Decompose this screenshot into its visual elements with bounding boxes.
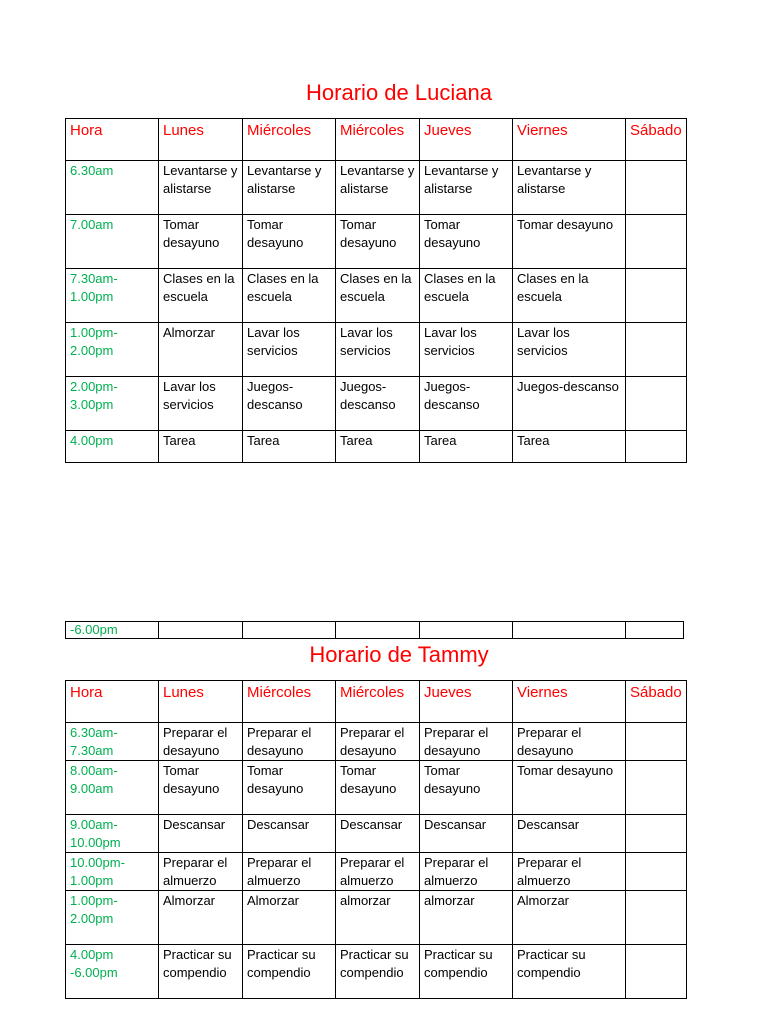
activity-cell: Descansar bbox=[243, 815, 336, 853]
table-row bbox=[66, 723, 687, 761]
activity-cell: Tarea bbox=[243, 431, 336, 463]
activity-cell: Preparar el almuerzo bbox=[513, 853, 626, 891]
activity-cell: almorzar bbox=[336, 891, 420, 945]
table-row bbox=[66, 891, 687, 945]
header-jueves: Jueves bbox=[420, 119, 513, 161]
activity-cell: Tomar desayuno bbox=[420, 215, 513, 269]
activity-cell: Preparar el desayuno bbox=[243, 723, 336, 761]
activity-cell bbox=[626, 215, 687, 269]
activity-cell: Clases en la escuela bbox=[513, 269, 626, 323]
activity-cell bbox=[626, 161, 687, 215]
tammy-title: Horario de Tammy bbox=[309, 642, 489, 667]
activity-cell: Descansar bbox=[513, 815, 626, 853]
activity-cell bbox=[626, 723, 687, 761]
time-cell: 6.30am-7.30am bbox=[66, 723, 159, 761]
activity-cell: Descansar bbox=[420, 815, 513, 853]
header-jueves: Jueves bbox=[420, 681, 513, 723]
activity-cell: Preparar el almuerzo bbox=[420, 853, 513, 891]
header-miercoles-2: Miércoles bbox=[336, 119, 420, 161]
table-row bbox=[66, 431, 687, 463]
activity-cell bbox=[626, 377, 687, 431]
activity-cell: Juegos-descanso bbox=[336, 377, 420, 431]
activity-cell bbox=[626, 891, 687, 945]
activity-cell: Practicar su compendio bbox=[159, 945, 243, 999]
activity-cell bbox=[513, 622, 626, 639]
header-miercoles-2: Miércoles bbox=[336, 681, 420, 723]
activity-cell: almorzar bbox=[420, 891, 513, 945]
activity-cell: Juegos-descanso bbox=[243, 377, 336, 431]
activity-cell: Practicar su compendio bbox=[336, 945, 420, 999]
table-row bbox=[66, 377, 687, 431]
activity-cell bbox=[159, 622, 243, 639]
time-cell: 7.30am-1.00pm bbox=[66, 269, 159, 323]
activity-cell: Lavar los servicios bbox=[159, 377, 243, 431]
activity-cell bbox=[336, 622, 420, 639]
luciana-schedule-table bbox=[65, 118, 687, 463]
time-cell: 8.00am-9.00am bbox=[66, 761, 159, 815]
luciana-continuation-table bbox=[65, 621, 684, 639]
activity-cell: Tarea bbox=[159, 431, 243, 463]
activity-cell: Clases en la escuela bbox=[159, 269, 243, 323]
activity-cell bbox=[420, 622, 513, 639]
header-sabado: Sábado bbox=[626, 119, 687, 161]
activity-cell bbox=[626, 622, 684, 639]
time-cell: 10.00pm-1.00pm bbox=[66, 853, 159, 891]
activity-cell: Tomar desayuno bbox=[513, 761, 626, 815]
activity-cell: Almorzar bbox=[243, 891, 336, 945]
activity-cell bbox=[626, 761, 687, 815]
activity-cell bbox=[243, 622, 336, 639]
activity-cell: Tarea bbox=[420, 431, 513, 463]
activity-cell: Descansar bbox=[159, 815, 243, 853]
table-row bbox=[66, 323, 687, 377]
activity-cell: Tomar desayuno bbox=[513, 215, 626, 269]
time-cell: 9.00am-10.00pm bbox=[66, 815, 159, 853]
activity-cell: Preparar el desayuno bbox=[159, 723, 243, 761]
table-row bbox=[66, 945, 687, 999]
header-miercoles: Miércoles bbox=[243, 119, 336, 161]
activity-cell: Practicar su compendio bbox=[243, 945, 336, 999]
activity-cell: Levantarse y alistarse bbox=[336, 161, 420, 215]
activity-cell: Preparar el almuerzo bbox=[159, 853, 243, 891]
table-header-row bbox=[66, 119, 687, 161]
table-row bbox=[66, 853, 687, 891]
header-lunes: Lunes bbox=[159, 119, 243, 161]
activity-cell: Descansar bbox=[336, 815, 420, 853]
activity-cell bbox=[626, 431, 687, 463]
activity-cell: Levantarse y alistarse bbox=[243, 161, 336, 215]
activity-cell bbox=[626, 269, 687, 323]
time-cell: 4.00pm -6.00pm bbox=[66, 945, 159, 999]
header-hora: Hora bbox=[66, 681, 159, 723]
activity-cell: Tarea bbox=[513, 431, 626, 463]
table-row bbox=[66, 622, 684, 639]
activity-cell bbox=[626, 853, 687, 891]
activity-cell: Levantarse y alistarse bbox=[159, 161, 243, 215]
time-cell: 7.00am bbox=[66, 215, 159, 269]
activity-cell: Lavar los servicios bbox=[336, 323, 420, 377]
time-cell: 4.00pm bbox=[66, 431, 159, 463]
tammy-schedule-table bbox=[65, 680, 687, 999]
time-cell: 1.00pm-2.00pm bbox=[66, 891, 159, 945]
activity-cell bbox=[626, 323, 687, 377]
activity-cell: Preparar el desayuno bbox=[513, 723, 626, 761]
activity-cell: Clases en la escuela bbox=[336, 269, 420, 323]
activity-cell: Practicar su compendio bbox=[420, 945, 513, 999]
activity-cell: Levantarse y alistarse bbox=[513, 161, 626, 215]
table-header-row bbox=[66, 681, 687, 723]
activity-cell: Preparar el desayuno bbox=[420, 723, 513, 761]
activity-cell: Preparar el desayuno bbox=[336, 723, 420, 761]
activity-cell: Tomar desayuno bbox=[336, 761, 420, 815]
table-row bbox=[66, 161, 687, 215]
activity-cell: Tomar desayuno bbox=[243, 215, 336, 269]
activity-cell: Tomar desayuno bbox=[243, 761, 336, 815]
activity-cell bbox=[626, 945, 687, 999]
activity-cell: Lavar los servicios bbox=[513, 323, 626, 377]
header-lunes: Lunes bbox=[159, 681, 243, 723]
activity-cell: Preparar el almuerzo bbox=[336, 853, 420, 891]
activity-cell: Clases en la escuela bbox=[420, 269, 513, 323]
time-cell: -6.00pm bbox=[66, 622, 159, 639]
time-cell: 1.00pm-2.00pm bbox=[66, 323, 159, 377]
activity-cell: Tomar desayuno bbox=[159, 215, 243, 269]
activity-cell: Lavar los servicios bbox=[420, 323, 513, 377]
activity-cell: Lavar los servicios bbox=[243, 323, 336, 377]
luciana-title: Horario de Luciana bbox=[306, 80, 492, 105]
activity-cell: Almorzar bbox=[159, 323, 243, 377]
activity-cell: Almorzar bbox=[513, 891, 626, 945]
header-hora: Hora bbox=[66, 119, 159, 161]
activity-cell: Almorzar bbox=[159, 891, 243, 945]
activity-cell: Levantarse y alistarse bbox=[420, 161, 513, 215]
activity-cell bbox=[626, 815, 687, 853]
table-row bbox=[66, 815, 687, 853]
header-sabado: Sábado bbox=[626, 681, 687, 723]
activity-cell: Tarea bbox=[336, 431, 420, 463]
activity-cell: Tomar desayuno bbox=[159, 761, 243, 815]
activity-cell: Tomar desayuno bbox=[420, 761, 513, 815]
header-viernes: Viernes bbox=[513, 119, 626, 161]
table-row bbox=[66, 215, 687, 269]
table-row bbox=[66, 269, 687, 323]
activity-cell: Juegos-descanso bbox=[513, 377, 626, 431]
activity-cell: Tomar desayuno bbox=[336, 215, 420, 269]
activity-cell: Practicar su compendio bbox=[513, 945, 626, 999]
table-row bbox=[66, 761, 687, 815]
activity-cell: Clases en la escuela bbox=[243, 269, 336, 323]
header-miercoles: Miércoles bbox=[243, 681, 336, 723]
time-cell: 6.30am bbox=[66, 161, 159, 215]
activity-cell: Juegos-descanso bbox=[420, 377, 513, 431]
header-viernes: Viernes bbox=[513, 681, 626, 723]
time-cell: 2.00pm-3.00pm bbox=[66, 377, 159, 431]
activity-cell: Preparar el almuerzo bbox=[243, 853, 336, 891]
